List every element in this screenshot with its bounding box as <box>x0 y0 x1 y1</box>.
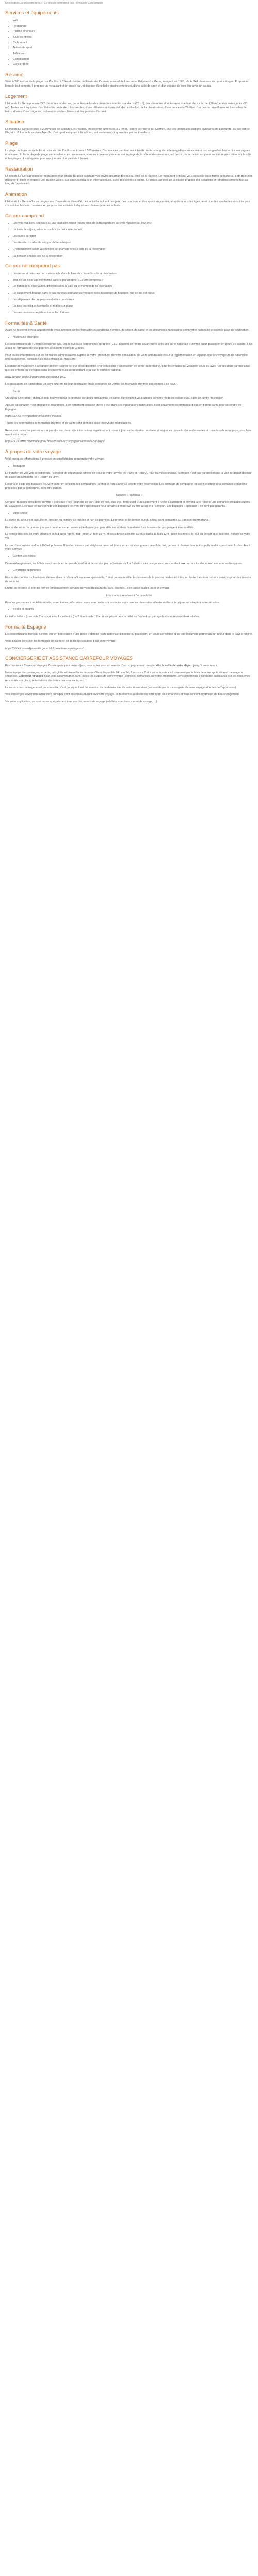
list-item: • Conditions spécifiques <box>13 569 253 573</box>
list-item: • Les taxes aéroport <box>13 235 253 239</box>
a-propos-text: La durée du séjour est calculée en fonction du nombre de nuitées et non de journées. Le premier et le dernier jour du séjour sont consacrés au transport international. <box>5 519 209 522</box>
services-list <box>5 19 253 67</box>
confort-list <box>5 555 253 559</box>
section-title-logement: Logement <box>5 93 27 99</box>
conciergerie-text <box>5 671 253 683</box>
breadcrumb[interactable]: Description Ca prix comprenez ! Ce prix ne comprend pas Formalités Conciergerie <box>5 2 103 5</box>
a-propos-text: En cas de retour, le premier jour peut commencer en soirée et le dernier jour peut débuter tôt dans la matinée. Les horaires de vols peuvent être modifiés. <box>5 526 195 529</box>
a-propos-text: En cas de conditions climatiques défavorables ou d'une affluence exceptionnelle, l'hôtel pourra modifier les horaires de la piscine ou des activités, ou limiter l'accès à certains services pour des raisons de sécurité. <box>5 576 251 583</box>
page <box>0 0 258 718</box>
conciergerie-text-bold: Carrefour Voyages <box>19 675 43 679</box>
section-title-resume: Résumé <box>5 72 24 78</box>
conciergerie-text-part: jusqu'à votre retour. <box>193 664 218 668</box>
conciergerie-text: Le service de conciergerie est personnalisé, c'est pourquoi il est fait mention de ce dernier lors de votre réservation (accessible par la messagerie de votre voyage et le lien de l'application). <box>5 686 237 689</box>
section-title-ce-prix: Ce prix comprend <box>5 213 44 219</box>
formalites-link[interactable]: www.service-public.fr/particuliers/vosdroits/F1922 <box>5 376 67 379</box>
conciergerie-text <box>5 664 253 668</box>
section-title-animation: Animation <box>5 192 27 198</box>
a-propos-text: Les prix et poids des bagages peuvent varier en fonction des compagnies, vérifiez le poids autorisé lors de votre réservation. Les animaux de compagnie peuvent accéder sous certaines conditions précisées par la compagnie, sans être garanti. <box>5 483 247 490</box>
list-item: • La base de séjour, selon le nombre de nuits sélectionné <box>13 228 253 232</box>
list-item: • Santé <box>13 390 253 394</box>
a-propos-text: Certains bagages considérés comme « spéciaux » (ex : planche de surf, club de golf, skis, etc.) font l'objet d'un supplément à régler à l'aéroport et doivent faire l'objet d'une demande préalable auprès du voyagiste. Les frais de transport de ces bagages peuvent être spécifiques pour certains d'entre eux ou être à régler à l'aéroport. Les bagages « spéciaux » ne sont pas garantis. <box>5 501 250 508</box>
a-propos-text: De manière générale, les hôtels sont classés en termes de confort et de service par un barème de 1 à 5 étoiles, ces catégories correspondent aux normes locales et non aux normes françaises. <box>5 562 243 565</box>
a-propos-text: La remise des clés de votre chambre se fait dans l'après-midi (entre 14 h et 15 h), et vous devez la libérer au plus tard à 11 h ou 12 h (selon les hôtels) le jour du départ, quel que soit l'horaire de votre vol. <box>5 533 251 540</box>
list-item: • Le forfait de la réservation, différent selon la date ou le moment de la réservation <box>13 285 253 289</box>
list-item: • Salle de fitness <box>13 36 253 40</box>
list-item: • Les vols réguliers, spéciaux ou low-cost aller-retour (billets émis de la transportaire sur vols réguliers ou low-cost) <box>13 222 253 226</box>
a-propos-text: Le tarif « bébé » (moins de 2 ans) ou le tarif « enfant » (de 2 à moins de 12 ans) s'applique pour le bébé ou l'enfant qui partage la chambre avec deux adultes. <box>5 615 200 619</box>
situation-text: L'Hipotels La Geria se situe à 200 mètres de la plage Los Pocillos, en seconde ligne face, à 2 km du centre de Puerto del Carmen, une des principales stations balnéaires de Lanzarote, au sud est de l'île, et à 12 km de la capitale Arrecife. L'aéroport est quant à lui à 5 km, soit seulement cinq minutes par les transferts. <box>5 127 250 135</box>
list-item: • Votre séjour <box>13 512 253 516</box>
enfants-list <box>5 608 253 612</box>
list-item: • Les assurances complémentaires facultatives. <box>13 311 253 315</box>
conciergerie-text-part: En choisissant Carrefour Voyages Conciergerie pour votre séjour, vous optez pour un service d'accompagnement complet <box>5 664 156 668</box>
formalites-text: Retrouvez toutes les précautions à prendre sur place, des informations régulièrement mises à jour sur la situation sanitaire ainsi que les contacts des ambassades et consulats de votre pays, pour faire avant votre départ. <box>5 429 252 436</box>
animation-text: L'Hipotels La Geria offre un programme d'animations diversifié. Les activités incluent des jeux, des concours et des sports en journée, adaptés à tous les âges, ainsi que des spectacles en soirée pour vos soirées festives. Un mini-club propose des activités ludiques et créatives pour les enfants. <box>5 200 251 208</box>
plage-text: La plage publique de sable fin et noire de Los Pocillos se trouve à 200 mètres. Commencez par là et ses 4 km de sable le long de cette magnifique zone côtière tout en gardant leur accès aux vagues et à la mer. Enfin la plage de plage sur le sable et en promenade, vous en trouverez plusieurs sur la plage de la côte et des alentours, nul besoin de la choisir sur place en voiture pour découvrir la côte et les plages plus éloignées pour une journée plus paisible à la mer. <box>5 149 252 160</box>
formalites-text: Aucune vaccination n'est obligatoire, néanmoins il est fortement conseillé d'être à jour dans ses vaccinations habituelles. Il est également recommandé d'être en bonne santé pour se rendre en Espagne. <box>5 404 241 411</box>
sante-list <box>5 390 253 394</box>
list-item: • Confort des hôtels <box>13 555 253 559</box>
list-item: • Les dépenses d'ordre personnel et les pourboires <box>13 298 253 302</box>
section-title-situation: Situation <box>5 119 24 125</box>
conciergerie-text-part: Notre équipe de concierges, experte, polyglotte et bienveillante de notre Client disponible 24h sur 24, 7 jours sur 7 et à votre écoute exclusivement par le biais de notre application et messagerie sécurisée. <box>5 671 244 679</box>
ce-prix-list <box>5 222 253 258</box>
logement-text: L'Hipotels La Geria propose 242 chambres modernes, parmi lesquelles des chambres doubles standards (26 m²), des chambres doubles avec vue latérale sur la mer (26 m²) et des suites junior (35 m²). Toutes sont équipées d'un lit double ou de deux lits simples, d'une télévision à écran plat, d'un coffre-fort, de la climatisation, d'une connexion Wi-Fi et d'un balcon privatif meublé. Les salles de bains, dotées d'une baignoire, incluent un sèche-cheveux et des produits d'accueil. <box>5 102 248 113</box>
list-item: • Nationalité étrangère <box>13 336 253 340</box>
formalites-text: Un séjour à l'étranger implique pour tout voyageur de prendre certaines précautions de santé. Renseignez-vous auprès de votre médecin traitant et/ou dans un centre hospitalier. <box>5 397 224 400</box>
section-title-conciergerie: CONCIERGERIE ET ASSISTANCE CARREFOUR VOYAGES <box>5 656 133 662</box>
a-propos-text: L'hôtel se réserve le droit de fermer temporairement certains services (restaurants, bars, piscines...) en basse saison ou pour travaux. <box>5 587 170 590</box>
conciergerie-text-part: pour vous accompagner dans toutes les étapes de votre voyage : conseils, demandes sur votre programme, renseignements à connaître, assistance sur les problèmes rencontrés sur place, réservations d'activités ou restaurants, etc. <box>5 675 250 683</box>
section-title-formalites: Formalités & Santé <box>5 320 47 326</box>
formalite-ue-text: Vous pouvez consulter les formalités de santé et de police nécessaires pour votre voyage : <box>5 639 117 643</box>
formalites-text: Toutes les informations de formalités d'entrée et de santé sont données sous réserve de modifications. <box>5 422 132 426</box>
formalites-text: Les passagers en transit dans un pays différent de leur destination finale sont priés de vérifier les formalités d'entrée spécifiques à ce pays. <box>5 383 176 386</box>
list-item: • Conciergerie <box>13 63 253 67</box>
resume-text: Situé à 200 mètres de la plage Los Pocillos, à 2 km du centre de Puerto del Carmen, au nord de Lanzarote, l'Hipotels La Geria, inauguré en 1988, abrite 242 chambres sur quatre étages. Proposé en formule tout compris, il propose un restaurant et un snack bar, et dispose d'une belle piscine extérieure, d'une salle de sport et d'un espace de bien-être avec un sauna. <box>5 80 249 88</box>
mobilite-label: Informations relatives à l'accessibilité <box>106 594 152 598</box>
conciergerie-text-bold: dès la veille de votre départ <box>156 664 193 668</box>
list-item: • Terrain de sport <box>13 46 253 50</box>
a-propos-text: Pour les personnes à mobilité réduite, avant toute confirmation, nous vous invitons à contacter notre service réservation afin de vérifier si le séjour est adapté à votre situation. <box>5 601 220 604</box>
section-title-restauration: Restauration <box>5 166 33 172</box>
list-item: • Les repas et boissons non mentionnés dans la formule choisie lors de la réservation <box>13 272 253 276</box>
list-item: • L'hébergement selon la catégorie de chambre choisie lors de la réservation <box>13 248 253 252</box>
a-propos-text: Le cas d'une arrivée tardive à l'hôtel, prévenez l'hôtel en avance par téléphone ou email (dans le cas où vous prenez un vol de nuit, pensez à réserver une nuit supplémentaire pour avoir la chambre à votre arrivée). <box>5 544 251 551</box>
conciergerie-text: Vos concierges deviennent ainsi votre principal point de contact durant tout votre voyage, ils facilitent et réalisent en votre nom les démarches et vous tiennent informé(e) de tout changement. <box>5 693 240 697</box>
restauration-text: L'Hipotels La Geria propose un restaurant et un snack bar pour satisfaire vos envies gourmandes tout au long de la journée. Le restaurant principal vous accueille sous forme de buffet au petit-déjeuner, déjeuner et dîner et propose une cuisine variée, aux saveurs locales et internationales, avec des soirées à thème. Le snack bar près de la piscine propose des collations et rafraîchissements tout au long de l'après-midi. <box>5 175 253 186</box>
formalites-text: Pour toutes informations sur les formalités administratives auprès de votre préfecture, de votre consulat ou de votre ambassade et sur la réglementation en vigueur pour les voyageurs de nationalité non européenne, consultez les sites officiels du ministère. <box>5 353 248 361</box>
list-item: • Club enfant <box>13 41 253 45</box>
list-item: • Bébés et enfants <box>13 608 253 612</box>
bagages-label: Bagages « spéciaux » <box>115 494 143 497</box>
formalites-link[interactable]: http://XXXX.www.diplomatie.gouv.fr/fr/conseils-aux-voyageurs/conseils-par-pays/ <box>5 440 105 444</box>
formalite-ue-link[interactable]: https://XXXX.www.diplomatie.gouv.fr/fr/conseils-aux-voyageurs/ <box>5 647 84 650</box>
list-item: • Le supplément bagage dans le cas où vous souhaiteriez voyager avec davantage de bagages que ce qui est prévu <box>13 292 253 296</box>
formalite-ue-text: Les ressortissants français doivent être en possession d'une pièce d'identité (carte nationale d'identité ou passeport) en cours de validité et de tout document permettant un retour dans le pays d'origine. <box>5 633 253 636</box>
list-item: • Transport <box>13 465 253 469</box>
section-title-ne-comprend: Ce prix ne comprend pas <box>5 263 60 269</box>
list-item: • La pension choisie lors de la réservation <box>13 255 253 259</box>
formalites-text: Les ressortissants de l'Union européenne (UE) ou de l'Espace économique européen (EEE) peuvent se rendre à Lanzarote avec une carte nationale d'identité ou un passeport en cours de validité. Il n'y a pas de formalités de visa pour les séjours de moins de 3 mois. <box>5 343 253 350</box>
section-title-formalite-ue: Formalité Espagne <box>5 624 46 630</box>
list-item: • Tout ce qui n'est pas mentionné dans le paragraphe « Le prix comprend » <box>13 279 253 283</box>
list-item: • Wifi <box>13 19 253 23</box>
list-item: • Climatisation <box>13 58 253 62</box>
sejour-list <box>5 512 253 516</box>
list-item: • Télévision <box>13 52 253 56</box>
a-propos-intro: Voici quelques informations à prendre en considération concernant votre voyage. <box>5 457 105 461</box>
conditions-list <box>5 569 253 573</box>
section-title-services: Services et équipements <box>5 10 59 16</box>
ne-comprend-list <box>5 272 253 315</box>
list-item: • Piscine extérieure <box>13 30 253 34</box>
section-title-plage: Plage <box>5 141 18 147</box>
conciergerie-text: Via votre application, vous retrouverez également tous vos documents de voyage (e-billets, vouchers, carnet de voyage, ...). <box>5 700 158 704</box>
a-propos-text: Le transfert de vos vols sélectionnés, l'aéroport de départ peut différer de celui de votre arrivée (ex : Orly et Roissy). Pour les vols spéciaux, l'aéroport n'est pas garanti lorsque la ville de départ dispose de plusieurs aéroports (ex : Roissy ou Orly). <box>5 471 252 479</box>
formalites-intro: Avant de réserver, il vous appartient de vous informer sur les formalités et conditions d'entrée, de séjour, de santé et les documents nécessaires selon votre nationalité et selon le pays de destination. <box>5 329 249 332</box>
section-title-a-propos: À propos de votre voyage <box>5 449 61 455</box>
list-item: • Restaurant <box>13 25 253 29</box>
nationalite-list <box>5 336 253 340</box>
transport-list <box>5 465 253 469</box>
formalites-link[interactable]: https://XXXX.www.pasteur.fr/fr/centre-medical <box>5 415 62 418</box>
list-item: • La taxe touristique éventuelle et réglée sur place <box>13 304 253 309</box>
list-item: • Les transferts collectifs aéroport-hôtel-aéroport <box>13 241 253 245</box>
formalites-text: Les mineurs voyageant à l'étranger doivent justifier de leur pièce d'identité (voir conditions d'autorisation de sortie du territoire), pour les enfants qui voyagent seuls ou avec l'un des deux parents ainsi que les enfants qui voyagent sans les parents ou le représentant légal sur le territoire national. <box>5 365 250 372</box>
